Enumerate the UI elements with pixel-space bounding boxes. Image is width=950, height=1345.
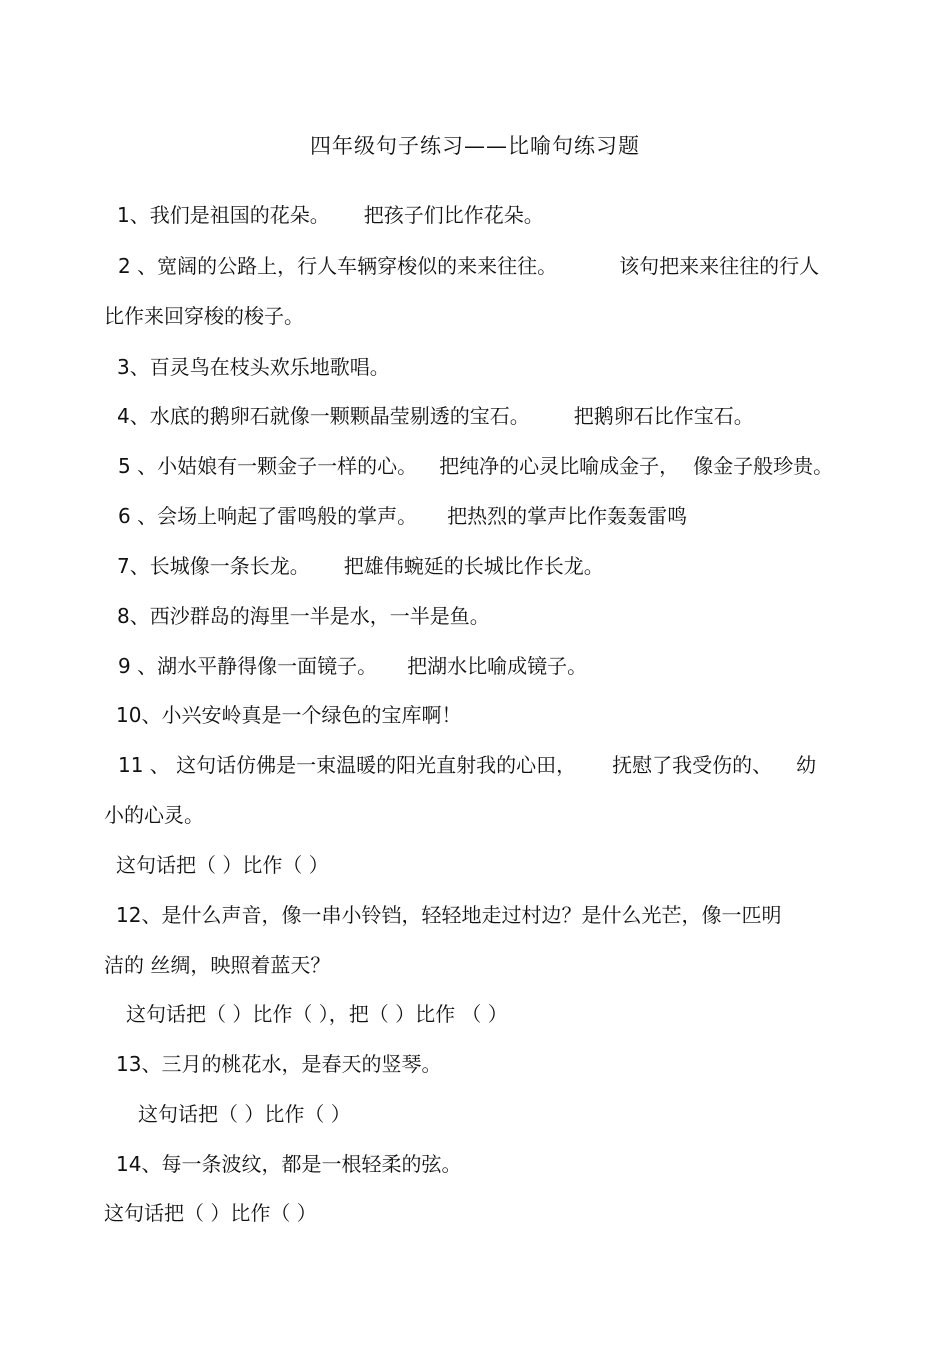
sentence-note: 把纯净的心灵比喻成金子， xyxy=(439,454,680,478)
answer-prompt: 这句话把（ ）比作（ ） xyxy=(104,1201,317,1225)
sentence-text: 比作来回穿梭的梭子。 xyxy=(104,304,304,328)
sentence-note: 把湖水比喻成镜子。 xyxy=(407,654,588,678)
sentence-6 xyxy=(118,502,687,530)
sentence-12 xyxy=(116,901,781,929)
sentence-text: 10、小兴安岭真是一个绿色的宝库啊！ xyxy=(116,703,462,727)
sentence-14 xyxy=(116,1150,461,1178)
sentence-text: 2 、宽阔的公路上，行人车辆穿梭似的来来往往。 xyxy=(118,254,558,278)
answer-prompt: 这句话把（ ）比作（ ） xyxy=(138,1102,351,1126)
sentence-2-continued xyxy=(104,302,304,330)
sentence-note: 把鹅卵石比作宝石。 xyxy=(573,404,754,428)
sentence-11 xyxy=(118,751,816,779)
sentence-text: 6 、会场上响起了雷鸣般的掌声。 xyxy=(118,504,418,528)
answer-line-12 xyxy=(126,1000,508,1028)
sentence-text: 8、西沙群岛的海里一半是水，一半是鱼。 xyxy=(117,604,490,628)
sentence-5 xyxy=(118,452,833,480)
sentence-text: 3、百灵鸟在枝头欢乐地歌唱。 xyxy=(117,355,390,379)
sentence-2 xyxy=(118,252,819,280)
answer-prompt: 这句话把（ ）比作（ ） xyxy=(116,853,329,877)
worksheet-title: 四年级句子练习——比喻句练习题 xyxy=(310,134,640,158)
sentence-10 xyxy=(116,701,461,729)
sentence-text: 4、水底的鹅卵石就像一颗颗晶莹剔透的宝石。 xyxy=(117,404,530,428)
sentence-12-continued xyxy=(104,951,330,979)
sentence-13 xyxy=(116,1050,441,1078)
sentence-note-extra: 像金子般珍贵。 xyxy=(693,454,834,478)
sentence-text: 1、我们是祖国的花朵。 xyxy=(117,203,330,227)
sentence-text: 13、三月的桃花水，是春天的竖琴。 xyxy=(116,1052,442,1076)
sentence-9 xyxy=(118,652,587,680)
sentence-text: 12、是什么声音，像一串小铃铛，轻轻地走过村边？是什么光芒，像一匹明 xyxy=(116,903,782,927)
sentence-text: 7、长城像一条长龙。 xyxy=(117,554,310,578)
sentence-text: 11 、 这句话仿佛是一束温暖的阳光直射我的心田， xyxy=(118,753,577,777)
answer-prompt: 这句话把（ ）比作（ ），把（ ）比作 （ ） xyxy=(126,1002,508,1026)
sentence-1 xyxy=(117,201,544,229)
sentence-text: 5 、小姑娘有一颗金子一样的心。 xyxy=(118,454,418,478)
sentence-note: 该句把来来往往的行人 xyxy=(619,254,820,278)
sentence-note-extra: 幼 xyxy=(796,753,817,777)
sentence-note: 把雄伟蜿延的长城比作长龙。 xyxy=(343,554,604,578)
sentence-note: 抚慰了我受伤的、 xyxy=(612,753,773,777)
sentence-3 xyxy=(117,353,390,381)
answer-line-13 xyxy=(138,1100,351,1128)
answer-line-14 xyxy=(104,1199,317,1227)
sentence-text: 14、每一条波纹，都是一根轻柔的弦。 xyxy=(116,1152,462,1176)
answer-line-11 xyxy=(116,851,329,879)
sentence-4 xyxy=(117,402,754,430)
sentence-note: 把孩子们比作花朵。 xyxy=(363,203,544,227)
sentence-8 xyxy=(117,602,490,630)
sentence-11-continued xyxy=(104,801,204,829)
sentence-text: 9 、湖水平静得像一面镜子。 xyxy=(118,654,378,678)
sentence-text: 洁的 丝绸，映照着蓝天？ xyxy=(104,953,331,977)
sentence-text: 小的心灵。 xyxy=(104,803,204,827)
sentence-7 xyxy=(117,552,604,580)
sentence-note: 把热烈的掌声比作轰轰雷鸣 xyxy=(447,504,688,528)
